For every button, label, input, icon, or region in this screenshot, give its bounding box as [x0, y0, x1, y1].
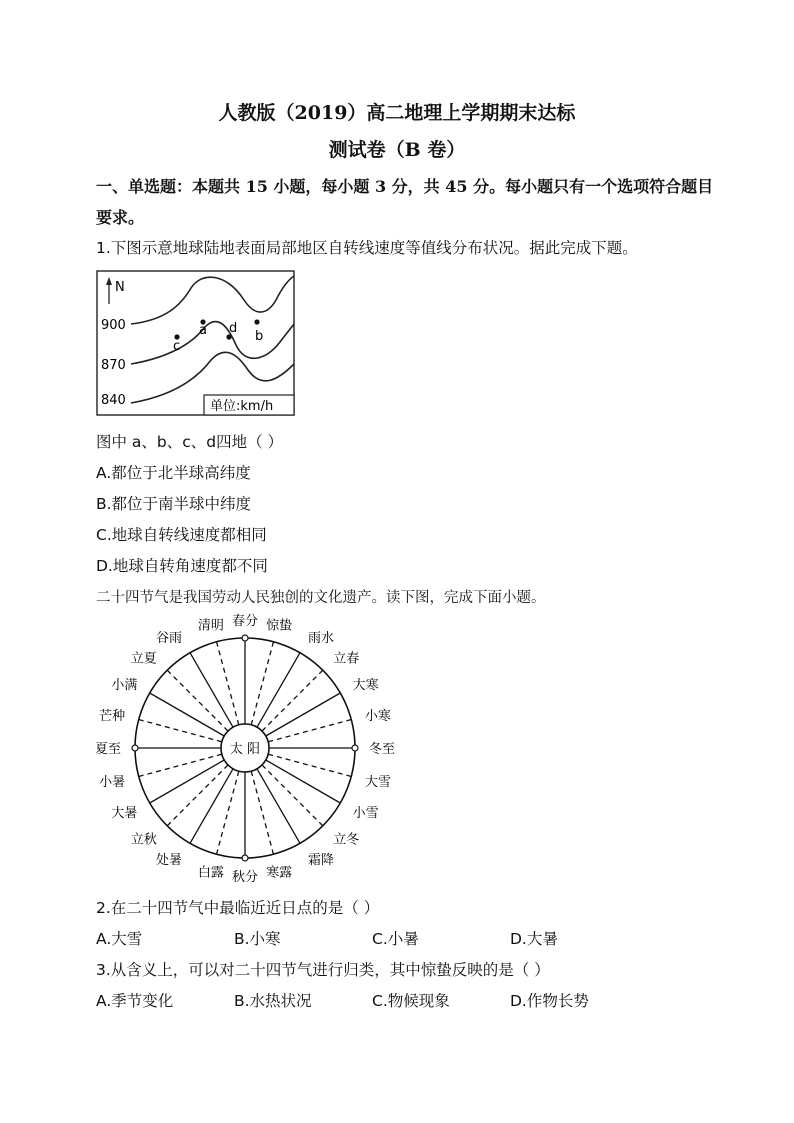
solar-terms-figure — [90, 612, 400, 888]
term-label-3: 立春 — [333, 651, 360, 667]
term-ray-11 — [251, 771, 273, 854]
term-label-7: 大雪 — [364, 775, 391, 791]
term-label-17: 小暑 — [99, 775, 126, 791]
term-ray-10 — [257, 769, 300, 843]
term-label-10: 霜降 — [308, 852, 335, 868]
term-ray-3 — [262, 670, 323, 731]
q3-option-b: B.水热状况 — [234, 992, 312, 1010]
contour-label-900: 900 — [101, 318, 126, 333]
term-label-6: 冬至 — [369, 742, 396, 757]
term-label-22: 谷雨 — [155, 631, 182, 647]
unit-label: 单位:km/h — [210, 399, 274, 414]
term-ray-17 — [139, 754, 222, 776]
term-label-11: 寒露 — [266, 865, 293, 881]
q2-option-b: B.小寒 — [234, 930, 281, 948]
cardinal-marker-18 — [132, 745, 138, 751]
point-label-c: c — [173, 339, 181, 354]
q2-stem: 2.在二十四节气中最临近近日点的是（ ） — [96, 899, 380, 917]
point-label-a: a — [199, 323, 207, 338]
title-line-1: 人教版（2019）高二地理上学期期末达标 — [218, 102, 576, 124]
term-ray-5 — [268, 720, 351, 742]
contour-frame — [97, 271, 294, 415]
q2-option-d: D.大暑 — [510, 930, 558, 948]
point-b — [254, 319, 259, 324]
term-ray-13 — [217, 771, 239, 854]
term-label-0: 春分 — [231, 614, 259, 629]
sun-label: 太 阳 — [229, 742, 261, 757]
term-ray-1 — [251, 642, 273, 725]
title-line-2: 测试卷（B 卷） — [328, 139, 466, 161]
term-ray-4 — [266, 693, 340, 736]
term-ray-19 — [139, 720, 222, 742]
term-label-15: 立秋 — [130, 832, 157, 848]
term-label-19: 芒种 — [99, 708, 126, 724]
term-ray-22 — [190, 653, 233, 727]
term-ray-20 — [150, 693, 224, 736]
term-label-5: 小寒 — [364, 708, 391, 724]
q3-stem: 3.从含义上，可以对二十四节气进行归类，其中惊蛰反映的是（ ） — [96, 961, 550, 979]
section-heading-line-2: 要求。 — [96, 208, 145, 227]
term-ray-15 — [167, 765, 228, 826]
contour-line-900 — [131, 276, 294, 324]
point-label-d: d — [229, 321, 238, 336]
term-label-1: 惊蛰 — [266, 618, 293, 634]
term-label-16: 大暑 — [111, 806, 138, 821]
q1-option-b: B.都位于南半球中纬度 — [96, 495, 252, 513]
term-ray-2 — [257, 653, 300, 727]
q3-option-c: C.物候现象 — [372, 992, 450, 1010]
q1-option-a: A.都位于北半球高纬度 — [96, 464, 251, 482]
q2-option-a: A.大雪 — [96, 930, 143, 948]
term-label-4: 大寒 — [352, 678, 379, 693]
q1-option-c: C.地球自转线速度都相同 — [96, 526, 267, 544]
term-label-12: 秋分 — [231, 870, 259, 885]
term-ray-16 — [150, 760, 224, 803]
q1-option-d: D.地球自转角速度都不同 — [96, 557, 268, 575]
term-label-21: 立夏 — [130, 651, 157, 667]
cardinal-marker-12 — [242, 855, 248, 861]
section-heading-line-1: 一、单选题：本题共 15 小题，每小题 3 分，共 45 分。每小题只有一个选项符合题目 — [96, 177, 714, 196]
term-label-18: 夏至 — [94, 742, 121, 757]
term-ray-21 — [167, 670, 228, 731]
intro-solar-terms: 二十四节气是我国劳动人民独创的文化遗产。读下图，完成下面小题。 — [96, 590, 546, 606]
north-label: N — [115, 280, 125, 295]
cardinal-marker-6 — [352, 745, 358, 751]
north-arrow-head — [106, 277, 112, 285]
term-label-23: 清明 — [197, 618, 224, 634]
term-label-13: 白露 — [197, 865, 224, 881]
term-ray-7 — [268, 754, 351, 776]
q2-option-c: C.小暑 — [372, 930, 419, 948]
term-ray-8 — [266, 760, 340, 803]
term-ray-23 — [217, 642, 239, 725]
q1-question: 图中 a、b、c、d四地（ ） — [96, 433, 284, 451]
contour-label-840: 840 — [101, 393, 126, 408]
term-label-9: 立冬 — [333, 832, 360, 848]
term-label-8: 小雪 — [352, 806, 379, 821]
term-label-14: 处暑 — [155, 852, 182, 868]
contour-figure — [96, 270, 296, 418]
term-label-2: 雨水 — [308, 631, 335, 647]
q3-option-a: A.季节变化 — [96, 992, 174, 1010]
point-label-b: b — [255, 329, 264, 344]
cardinal-marker-0 — [242, 635, 248, 641]
term-label-20: 小满 — [111, 678, 138, 693]
q3-option-d: D.作物长势 — [510, 992, 589, 1010]
term-ray-9 — [262, 765, 323, 826]
q1-stem: 1.下图示意地球陆地表面局部地区自转线速度等值线分布状况。据此完成下题。 — [96, 239, 638, 257]
term-ray-14 — [190, 769, 233, 843]
contour-label-870: 870 — [101, 358, 126, 373]
